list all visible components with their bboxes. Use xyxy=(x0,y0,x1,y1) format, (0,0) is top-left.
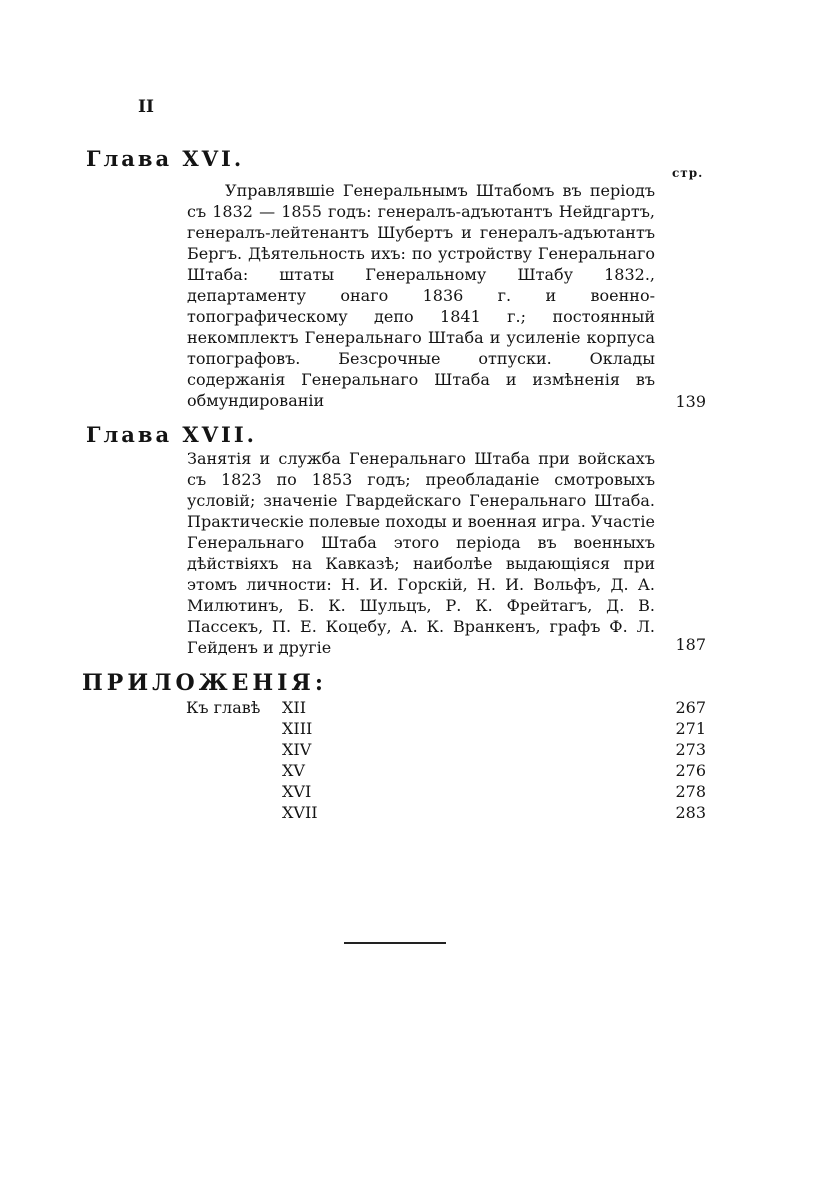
section-divider xyxy=(344,942,446,944)
chapter-16-page: 139 xyxy=(675,392,706,411)
appendix-page: 278 xyxy=(675,782,706,801)
appendix-page: 283 xyxy=(675,803,706,822)
appendix-prefix: Къ главѣ xyxy=(186,698,261,717)
appendix-chapter: XIII xyxy=(282,719,313,738)
chapter-17-page: 187 xyxy=(675,635,706,654)
appendix-page: 273 xyxy=(675,740,706,759)
chapter-17-title: Глава XVII. xyxy=(86,422,257,447)
appendices-title: ПРИЛОЖЕНІЯ: xyxy=(82,670,327,696)
appendix-chapter: XVI xyxy=(282,782,312,801)
chapter-16-description-text: Управлявшіе Генеральнымъ Штабомъ въ періодъ съ 1832 — 1855 годъ: генералъ-адъютантъ Нейдгартъ, генералъ-лейтенантъ Шубертъ и генералъ-адъютантъ Бергъ. Дѣятельность ихъ: по устройству Генеральнаго Штаба: штаты Генеральному Штабу 1832., департаменту онаго 1836 г. и военно-топографическому депо 1841 г.; постоянный некомплектъ Генеральнаго Штаба и усиленіе корпуса топографовъ. Безсрочные отпуски. Оклады содержанія Генеральнаго Штаба и измѣненія въ обмундированіи xyxy=(187,181,655,410)
chapter-17-description-text: Занятія и служба Генеральнаго Штаба при войскахъ съ 1823 по 1853 годъ; преобладаніе смотровыхъ условій; значеніе Гвардейскаго Генеральнаго Штаба. Практическіе полевые походы и военная игра. Участіе Генеральнаго Штаба этого періода въ военныхъ дѣйствіяхъ на Кавказѣ; наиболѣе выдающіяся при этомъ личности: Н. И. Горскій, Н. И. Вольфъ, Д. А. Милютинъ, Б. К. Шульцъ, Р. К. Фрейтагъ, Д. В. Пассекъ, П. Е. Коцебу, А. К. Вранкенъ, графъ Ф. Л. Гейденъ и другіе xyxy=(187,449,655,657)
chapter-16-description xyxy=(187,180,655,411)
appendix-page: 276 xyxy=(675,761,706,780)
appendix-chapter: XIV xyxy=(282,740,312,759)
appendix-row xyxy=(0,760,840,781)
appendix-page: 271 xyxy=(675,719,706,738)
chapter-16-title: Глава XVI. xyxy=(86,146,245,171)
page-column-label: стр. xyxy=(672,166,704,180)
appendix-row xyxy=(0,781,840,802)
appendix-row xyxy=(0,739,840,760)
chapter-17-description xyxy=(187,448,655,658)
appendix-row xyxy=(0,802,840,823)
appendix-row xyxy=(0,718,840,739)
appendix-chapter: XII xyxy=(282,698,307,717)
page-number: II xyxy=(138,97,154,117)
appendix-row xyxy=(0,697,840,718)
appendix-page: 267 xyxy=(675,698,706,717)
appendix-chapter: XVII xyxy=(282,803,318,822)
appendix-chapter: XV xyxy=(282,761,305,780)
